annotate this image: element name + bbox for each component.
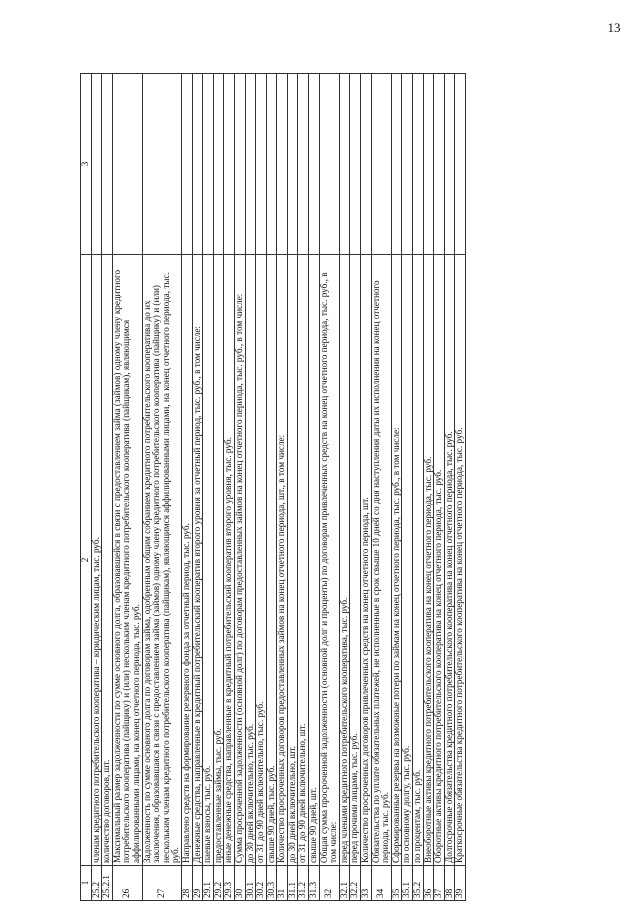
row-number: 32.2: [350, 866, 361, 901]
row-value-cell: [91, 74, 102, 255]
row-number: 36: [423, 866, 434, 901]
row-indicator-text: иные денежные средства, направленные в кредитный потребительский кооператив второго уровня, тыс. руб.: [224, 255, 235, 866]
row-value-cell: [361, 74, 372, 255]
row-indicator-text: Сформированные резервы на возможные потери по займам на конец отчетного периода, тыс. руб., в том числе:: [391, 255, 402, 866]
row-value-cell: [391, 74, 402, 255]
row-number: 25.2.1: [102, 866, 113, 901]
row-indicator-text: Количество просроченных договоров привлеченных средств на конец отчетного периода, шт.: [361, 255, 372, 866]
row-number: 31.1: [287, 866, 298, 901]
row-indicator-text: Денежные средства, направленные в кредитный потребительский кооператив второго уровня за отчетный период, тыс. руб., в том числе:: [192, 255, 203, 866]
row-indicator-text: членам кредитного потребительского кооператива – юридическим лицам, тыс. руб.: [91, 255, 102, 866]
row-number: 32.1: [339, 866, 350, 901]
row-indicator-text: по основному долгу, тыс. руб.: [402, 255, 413, 866]
row-value-cell: [371, 74, 391, 255]
row-number: 34: [371, 866, 391, 901]
row-value-cell: [203, 74, 214, 255]
row-number: 37: [434, 866, 445, 901]
table-row: [319, 74, 339, 901]
page-number: 13: [607, 20, 621, 35]
table-row: [234, 74, 245, 901]
row-value-cell: [350, 74, 361, 255]
row-number: 25.2: [91, 866, 102, 901]
row-number: 29.1: [203, 866, 214, 901]
row-indicator-text: паевые взносы, тыс. руб.: [203, 255, 214, 866]
row-indicator-text: Количество просроченных договоров предоставленных займов на конец отчетного периода, шт., в том числе:: [277, 255, 288, 866]
row-indicator-text: свыше 90 дней, шт.: [309, 255, 320, 866]
row-value-cell: [423, 74, 434, 255]
row-number: 38: [444, 866, 455, 901]
row-indicator-text: Направлено средств на формирование резервного фонда за отчетный период, тыс. руб.: [181, 255, 192, 866]
table-row: [224, 74, 235, 901]
row-value-cell: [287, 74, 298, 255]
table-row: [455, 74, 466, 901]
row-value-cell: [213, 74, 224, 255]
row-indicator-text: Задолженность по сумме основного долга по договорам займа, одобренным общим собранием кредитного потребительского кооператива до их заключения, образовавшаяся в связи с предоставлением займа (займов) одному члену кредитного потребительского кооператива (пайщику) и (или) нескольким членам кредитного потребительского кооператива (пайщикам), являющимся аффилированными лицами, на конец отчетного периода, тыс. руб.: [142, 255, 181, 866]
report-sheet: [80, 73, 612, 901]
row-number: 31.3: [309, 866, 320, 901]
table-row: [339, 74, 350, 901]
row-number: 30: [234, 866, 245, 901]
row-value-cell: [245, 74, 256, 255]
row-indicator-text: Максимальный размер задолженности по сумме основного долга, образовавшейся в связи с предоставлением займа (займов) одному члену кредитного потребительского кооператива (пайщику) и (или) нескольким членам кредитного потребительского кооператива (пайщикам), являющимся аффилированными лицами, на конец отчетного периода, тыс. руб.: [112, 255, 142, 866]
row-number: 35: [391, 866, 402, 901]
row-indicator-text: от 31 до 90 дней включительно, шт.: [298, 255, 309, 866]
row-value-cell: [224, 74, 235, 255]
table-row: [266, 74, 277, 901]
row-value-cell: [298, 74, 309, 255]
table-row: [402, 74, 413, 901]
row-indicator-text: предоставленные займы, тыс. руб.: [213, 255, 224, 866]
row-number: 29.3: [224, 866, 235, 901]
row-number: 30.1: [245, 866, 256, 901]
table-row: [112, 74, 142, 901]
header-col-3: 3: [81, 74, 92, 255]
row-number: 29: [192, 866, 203, 901]
table-row: [102, 74, 113, 901]
row-indicator-text: Краткосрочные обязательства кредитного потребительского кооператива на конец отчетного периода, тыс. руб.: [455, 255, 466, 866]
row-number: 35.1: [402, 866, 413, 901]
table-row: [391, 74, 402, 901]
row-value-cell: [434, 74, 445, 255]
rotated-page: [80, 73, 612, 901]
table-row: [192, 74, 203, 901]
row-number: 35.2: [413, 866, 424, 901]
row-indicator-text: количество договоров, шт.: [102, 255, 113, 866]
table-row: [350, 74, 361, 901]
row-indicator-text: перед членами кредитного потребительского кооператива, тыс. руб.: [339, 255, 350, 866]
row-number: 32: [319, 866, 339, 901]
row-value-cell: [319, 74, 339, 255]
row-indicator-text: Внеоборотные активы кредитного потребительского кооператива на конец отчетного периода, тыс. руб.: [423, 255, 434, 866]
row-number: 26: [112, 866, 142, 901]
row-indicator-text: до 30 дней включительно, шт.: [287, 255, 298, 866]
row-number: 39: [455, 866, 466, 901]
row-indicator-text: Общая сумма просроченной задолженности (основной долг и проценты) по договорам привлеченных средств на конец отчетного периода, тыс. руб., в том числе:: [319, 255, 339, 866]
table-row: [245, 74, 256, 901]
indicators-table: [80, 73, 466, 901]
table-row: [181, 74, 192, 901]
table-row: [213, 74, 224, 901]
row-value-cell: [309, 74, 320, 255]
row-indicator-text: Оборотные активы кредитного потребительского кооператива на конец отчетного периода, тыс. руб.: [434, 255, 445, 866]
table-header-row: [81, 74, 92, 901]
header-col-1: 1: [81, 866, 92, 901]
row-value-cell: [444, 74, 455, 255]
header-col-2: 2: [81, 255, 92, 866]
table-row: [434, 74, 445, 901]
table-row: [277, 74, 288, 901]
table-row: [423, 74, 434, 901]
table-row: [309, 74, 320, 901]
row-value-cell: [455, 74, 466, 255]
row-number: 30.3: [266, 866, 277, 901]
table-row: [91, 74, 102, 901]
table-row: [444, 74, 455, 901]
row-value-cell: [413, 74, 424, 255]
row-indicator-text: свыше 90 дней, тыс. руб.: [266, 255, 277, 866]
row-number: 27: [142, 866, 181, 901]
row-value-cell: [102, 74, 113, 255]
row-indicator-text: перед прочими лицами, тыс. руб.: [350, 255, 361, 866]
row-number: 31: [277, 866, 288, 901]
row-number: 28: [181, 866, 192, 901]
row-value-cell: [142, 74, 181, 255]
row-indicator-text: до 30 дней включительно, тыс. руб.: [245, 255, 256, 866]
row-indicator-text: от 31 до 90 дней включительно, тыс. руб.: [256, 255, 267, 866]
row-value-cell: [192, 74, 203, 255]
row-indicator-text: Сумма просроченной задолженности (основной долг) по договорам предоставленных займов на конец отчетного периода, тыс. руб., в том числе:: [234, 255, 245, 866]
table-row: [298, 74, 309, 901]
row-indicator-text: по процентам, тыс. руб.: [413, 255, 424, 866]
row-value-cell: [234, 74, 245, 255]
table-row: [361, 74, 372, 901]
row-value-cell: [266, 74, 277, 255]
row-indicator-text: Долгосрочные обязательства кредитного потребительского кооператива на конец отчетного периода, тыс. руб.: [444, 255, 455, 866]
row-number: 31.2: [298, 866, 309, 901]
table-row: [413, 74, 424, 901]
row-value-cell: [339, 74, 350, 255]
row-value-cell: [112, 74, 142, 255]
row-indicator-text: Обязательства по уплате обязательных платежей, не исполненные в срок свыше 10 дней со дня наступления даты их исполнения на конец отчетного периода, тыс. руб.: [371, 255, 391, 866]
row-value-cell: [256, 74, 267, 255]
row-number: 33: [361, 866, 372, 901]
table-row: [142, 74, 181, 901]
row-number: 29.2: [213, 866, 224, 901]
row-value-cell: [277, 74, 288, 255]
table-body: [81, 74, 466, 901]
row-value-cell: [181, 74, 192, 255]
table-row: [256, 74, 267, 901]
table-row: [371, 74, 391, 901]
row-number: 30.2: [256, 866, 267, 901]
table-row: [287, 74, 298, 901]
row-value-cell: [402, 74, 413, 255]
table-row: [203, 74, 214, 901]
